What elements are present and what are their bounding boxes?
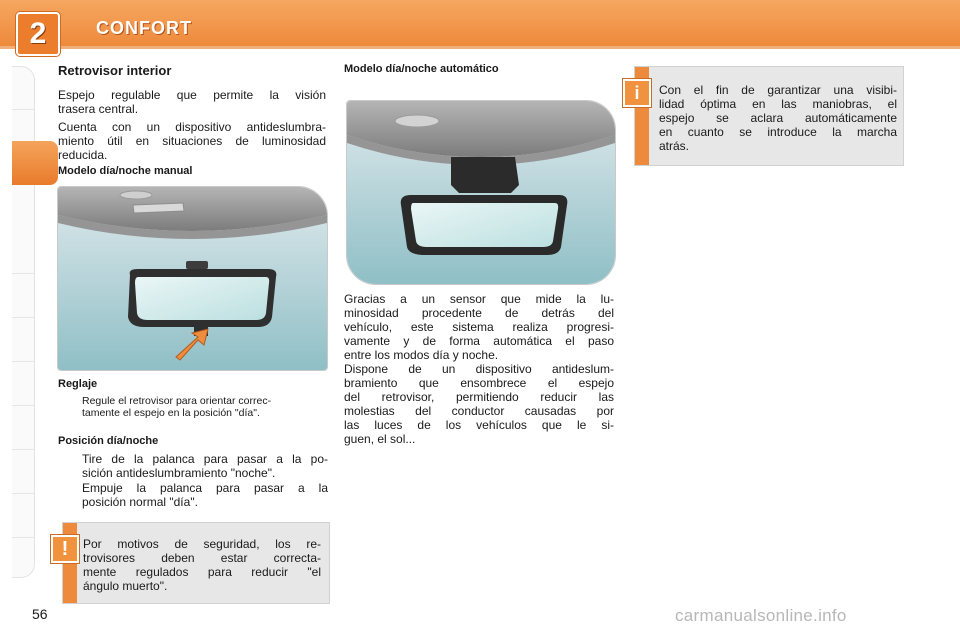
text-line: ángulo muerto".: [83, 579, 168, 593]
reglaje-title: Reglaje: [58, 378, 98, 390]
text-line: vamente y de forma automática el paso: [344, 334, 614, 348]
intro-paragraph: [58, 88, 326, 116]
text-line: sición antideslumbramiento "noche".: [82, 466, 276, 480]
auto-paragraph-2: [344, 362, 614, 446]
text-line: espejo se aclara automáticamente: [659, 111, 897, 125]
warning-icon: !: [51, 535, 79, 563]
auto-mirror-drawing: [347, 101, 615, 284]
text-line: guen, el sol...: [344, 432, 416, 446]
auto-paragraph-1: [344, 292, 614, 362]
text-line: Con el fin de garantizar una visibi-: [659, 83, 897, 97]
chapter-number-badge: 2: [16, 12, 60, 56]
side-tab-divider: [12, 361, 34, 362]
posicion-item-1: [82, 452, 328, 480]
text-line: miento útil en situaciones de luminosidad: [58, 134, 326, 148]
text-line: trasera central.: [58, 102, 139, 116]
text-line: Empuje la palanca para pasar a la: [82, 481, 328, 495]
side-tab-divider: [12, 405, 34, 406]
side-tab-divider: [12, 537, 34, 538]
auto-mirror-illustration: [346, 100, 616, 285]
text-line: Espejo regulable que permite la visión: [58, 88, 326, 102]
text-line: Por motivos de seguridad, los re-: [83, 537, 321, 551]
text-line: molestias del conductor causadas por: [344, 404, 614, 418]
auto-model-title: Modelo día/noche automático: [344, 63, 499, 75]
text-line: posición normal "día".: [82, 495, 198, 509]
warning-text: [83, 537, 321, 593]
text-line: lidad óptima en las maniobras, el: [659, 97, 897, 111]
text-line: las luces de los vehículos que le si-: [344, 418, 614, 432]
side-tab-divider: [12, 493, 34, 494]
watermark-text: carmanualsonline.info: [675, 606, 847, 625]
text-line: Gracias a un sensor que mide la lu-: [344, 292, 614, 306]
text-line: Cuenta con un dispositivo antideslumbra-: [58, 120, 326, 134]
text-line: trovisores deben estar correcta-: [83, 551, 321, 565]
warning-box: [62, 522, 330, 604]
info-icon: i: [623, 79, 651, 107]
manual-model-title: Modelo día/noche manual: [58, 165, 193, 177]
text-line: Tire de la palanca para pasar a la po-: [82, 452, 328, 466]
posicion-item-2: [82, 481, 328, 509]
info-box: [634, 66, 904, 166]
header-divider: [0, 46, 960, 49]
section-title: Retrovisor interior: [58, 63, 172, 78]
text-line: atrás.: [659, 139, 690, 153]
side-tab-divider: [12, 273, 34, 274]
text-line: Dispone de un dispositivo antideslum-: [344, 362, 614, 376]
side-tab-divider: [12, 449, 34, 450]
info-text: [659, 83, 897, 153]
text-line: mente regulados para reducir "el: [83, 565, 321, 579]
side-tab-active[interactable]: [12, 141, 58, 185]
posicion-title: Posición día/noche: [58, 435, 159, 447]
manual-mirror-illustration: [57, 186, 328, 371]
text-line: del retrovisor, permitiendo reducir las: [344, 390, 614, 404]
reglaje-item: [82, 395, 328, 419]
text-line: Regule el retrovisor para orientar correc-: [82, 395, 272, 407]
text-line: minosidad procedente de detrás del: [344, 306, 614, 320]
side-tab-divider: [12, 317, 34, 318]
text-line: entre los modos día y noche.: [344, 348, 499, 362]
text-line: vehículo, este sistema realiza progresi-: [344, 320, 614, 334]
text-line: tamente el espejo en la posición "día".: [82, 407, 260, 419]
text-line: en cuanto se introduce la marcha: [659, 125, 897, 139]
page-number: 56: [32, 606, 48, 622]
text-line: bramiento que ensombrece el espejo: [344, 376, 614, 390]
text-line: reducida.: [58, 148, 108, 162]
side-tab-divider: [12, 109, 34, 110]
chapter-title: CONFORT: [96, 18, 192, 38]
intro-paragraph-2: [58, 120, 326, 162]
manual-mirror-drawing: [58, 187, 327, 370]
